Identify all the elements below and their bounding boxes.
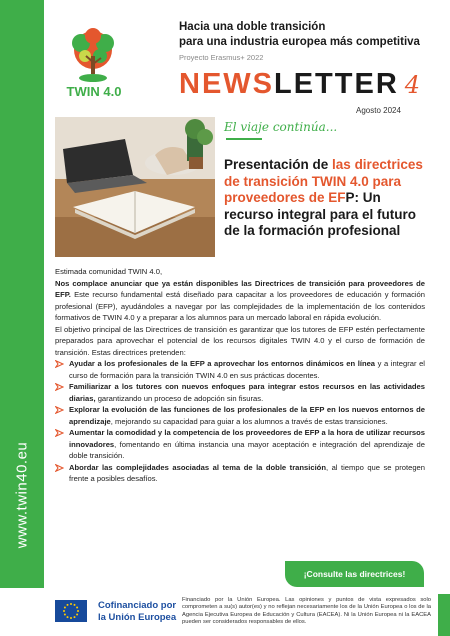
eu-flag-icon (55, 600, 87, 622)
logo-label: TWIN 4.0 (66, 84, 122, 99)
intro-bold: Nos complace anunciar que ya están disponibles las Directrices de transición para proveedores de EFP. (55, 278, 425, 299)
article-headline (224, 157, 424, 240)
masthead-letter: LETTER (274, 68, 399, 100)
issue-date: Agosto 2024 (356, 106, 401, 115)
guidelines-list (55, 358, 425, 485)
project-title-line2: para una industria europea más competitiva (179, 36, 420, 48)
bullet-bold: Ayudar a los profesionales de la EFP a aprovechar los entornos dinámicos en línea (69, 359, 376, 368)
website-url[interactable]: www.twin40.eu (13, 441, 31, 549)
arrow-bullet-icon (55, 406, 64, 414)
bullet-bold: Familiarizar a los tutores con nuevos enfoques para integrar estos recursos en las actividades diarias, (69, 382, 425, 403)
arrow-bullet-icon (55, 360, 64, 368)
corner-green-bar (438, 594, 450, 636)
bullet-rest: y a integrar el curso de formación para la transición TWIN 4.0 en sus prácticas docentes. (69, 359, 425, 380)
bullet-rest: , mejorando su capacidad para guiar a los alumnos a través de estas transiciones. (110, 416, 388, 426)
list-item (55, 427, 425, 462)
eu-disclaimer: Financiado por la Unión Europea. Las opiniones y puntos de vista expresados solo comprometen a su(s) autor(es) y no reflejan necesariamente los de la Unión Europea o los de la Agencia Ejecutiva Europea de Educación y Cultura (EACEA). Ni la Unión Europea ni la EACEA pueden ser considerados responsables de ellos. (182, 597, 431, 626)
intro-paragraph (55, 278, 425, 324)
bullet-bold: Aumentar la comodidad y la competencia de los proveedores de EFP a la hora de utilizar recursos innovadores (69, 428, 425, 449)
project-subtitle: Proyecto Erasmus+ 2022 (179, 53, 264, 62)
list-item (55, 404, 425, 427)
arrow-bullet-icon (55, 464, 64, 472)
bullet-rest: , al tiempo que se protegen frente a posibles desafíos. (69, 462, 426, 483)
eu-line2: la Unión Europea (98, 612, 177, 623)
masthead-news: NEWS (179, 68, 274, 100)
list-item (55, 462, 425, 485)
side-url-box[interactable] (0, 420, 44, 570)
tagline: El viaje continúa... (224, 120, 338, 134)
list-item (55, 358, 425, 381)
twin-tree-logo-icon (64, 26, 122, 84)
intro-rest: Este recurso fundamental está diseñado para capacitar a los proveedores de educación y formación profesional (EFP), ayudándoles a navegar por las complejidades de la implementación de los contenidos formativos de TWIN 4.0 y a preparar a los alumnos para un mercado laboral en rápida evolución. (55, 290, 425, 322)
greeting: Estimada comunidad TWIN 4.0, (55, 267, 163, 276)
bullet-bold: Abordar las complejidades asociadas al tema de la doble transición (69, 462, 326, 472)
eu-cofunding-label (98, 600, 176, 624)
headline-part1: Presentación de (224, 157, 333, 172)
newsletter-masthead (179, 68, 422, 101)
project-title-line1: Hacia una doble transición (179, 21, 326, 33)
bullet-rest: garantizando un proceso de adopción sin fisuras. (95, 393, 264, 403)
tagline-underline (226, 138, 262, 140)
objective-paragraph: El objetivo principal de las Directrices de transición es garantizar que los tutores de EFP estén perfectamente preparados para aprovechar el potencial de los recursos digitales TWIN 4.0 y el curso de formación de transición. Estas directrices pretenden: (55, 324, 425, 357)
bullet-bold: Explorar la evolución de las funciones de los profesionales de la EFP en los nuevos entornos de aprendizaje (69, 405, 425, 426)
headline-part3: P: Un recurso integral para el futuro de la formación profesional (224, 190, 417, 238)
arrow-bullet-icon (55, 383, 64, 391)
view-guidelines-button[interactable]: ¡Consulte las directrices! (285, 561, 424, 587)
article-body (55, 266, 425, 485)
eu-line1: Cofinanciado por (98, 600, 177, 611)
laptop-book-photo (55, 117, 215, 257)
issue-number: 4 (404, 71, 423, 99)
project-title (179, 20, 429, 50)
bullet-rest: , fomentando en última instancia una mayor aceptación e integración del aprendizaje de doble transición. (69, 439, 425, 460)
list-item (55, 381, 425, 404)
arrow-bullet-icon (55, 429, 64, 437)
headline-highlight: las directrices de transición TWIN 4.0 para proveedores de EF (224, 157, 423, 205)
